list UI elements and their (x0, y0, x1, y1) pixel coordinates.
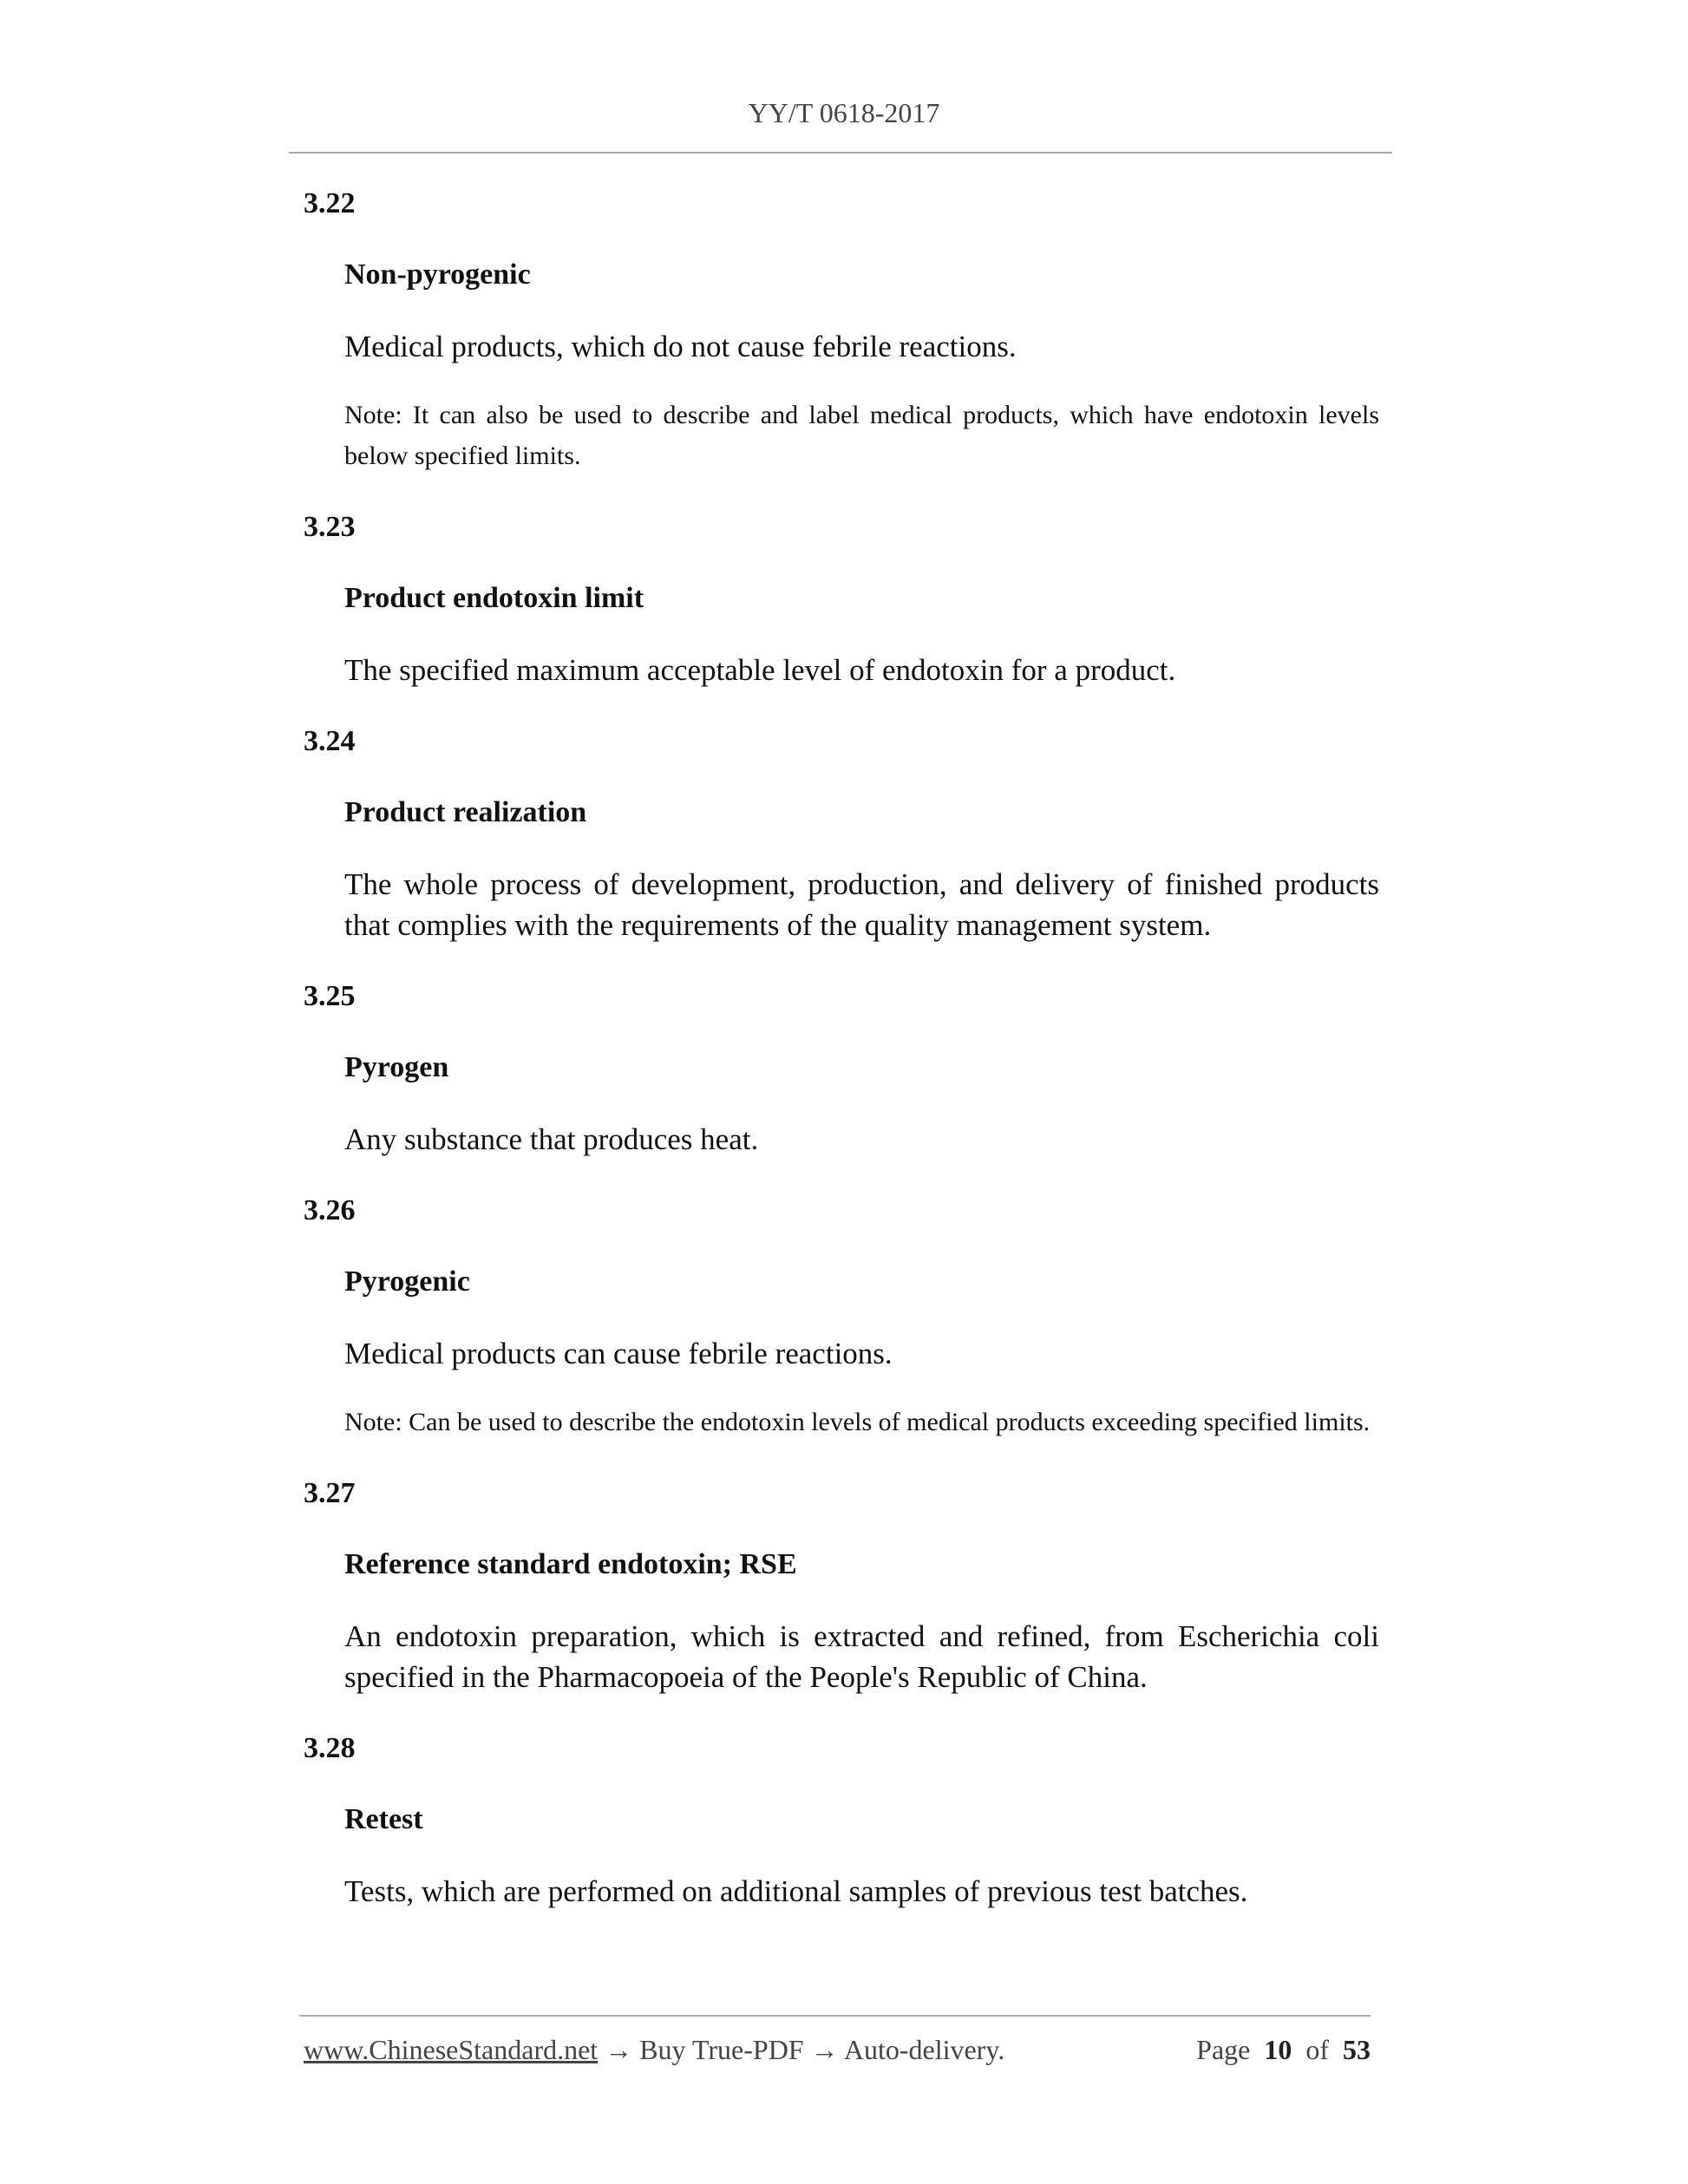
entry-definition: An endotoxin preparation, which is extracted and refined, from Escherichia coli specified in the Pharmacopoeia of the People's Republic of China. (344, 1619, 1379, 1694)
entry-definition: Medical products, which do not cause febrile reactions. (344, 330, 1017, 363)
entry-number: 3.28 (304, 1732, 356, 1764)
entry-definition: Any substance that produces heat. (344, 1122, 759, 1156)
term-entry-3-25 (304, 977, 1379, 1160)
page-header-title: YY/T 0618-2017 (748, 97, 940, 128)
entry-term: Pyrogenic (344, 1265, 470, 1298)
term-entry-3-24 (304, 722, 1379, 945)
entry-number: 3.24 (304, 725, 356, 757)
page-total: 53 (1343, 2034, 1371, 2065)
entry-number: 3.26 (304, 1194, 356, 1226)
page-current: 10 (1264, 2034, 1292, 2065)
term-entry-3-23 (304, 507, 1379, 690)
term-entry-3-28 (304, 1729, 1379, 1912)
term-entry-3-27 (304, 1474, 1379, 1697)
site-link[interactable]: www.ChineseStandard.net (304, 2034, 599, 2065)
entry-term: Product realization (344, 796, 587, 828)
entry-definition: Tests, which are performed on additional samples of previous test batches. (344, 1874, 1248, 1908)
entry-number: 3.27 (304, 1477, 356, 1509)
term-entry-3-26 (304, 1191, 1379, 1442)
entry-note: Note: Can be used to describe the endotoxin levels of medical products exceeding specified limits. (344, 1408, 1371, 1436)
document-body (304, 184, 1379, 1943)
entry-number: 3.23 (304, 511, 356, 543)
arrow-right-icon: → (810, 2034, 839, 2065)
entry-number: 3.22 (304, 187, 356, 219)
buy-pdf-text: Buy True-PDF (639, 2034, 804, 2065)
entry-note: Note: It can also be used to describe and label medical products, which have endotoxin levels below specified limits. (344, 401, 1379, 470)
page-counter (1196, 2034, 1371, 2066)
footer-promo (304, 2034, 1004, 2066)
header-divider (289, 152, 1392, 154)
footer-divider (299, 2015, 1371, 2017)
entry-term: Reference standard endotoxin; RSE (344, 1548, 797, 1580)
entry-term: Retest (344, 1803, 423, 1835)
auto-delivery-text: Auto-delivery. (843, 2034, 1005, 2065)
entry-definition: The specified maximum acceptable level of endotoxin for a product. (344, 653, 1176, 687)
entry-term: Product endotoxin limit (344, 582, 644, 614)
term-entry-3-22 (304, 184, 1379, 476)
entry-definition: Medical products can cause febrile reactions. (344, 1337, 893, 1370)
page-of-label: of (1305, 2034, 1329, 2065)
entry-definition: The whole process of development, production, and delivery of finished products that complies with the requirements of the quality management system. (344, 867, 1379, 942)
entry-term: Non-pyrogenic (344, 258, 531, 291)
entry-term: Pyrogen (344, 1051, 449, 1083)
page-label: Page (1196, 2034, 1251, 2065)
entry-number: 3.25 (304, 980, 356, 1012)
arrow-right-icon: → (605, 2034, 633, 2065)
